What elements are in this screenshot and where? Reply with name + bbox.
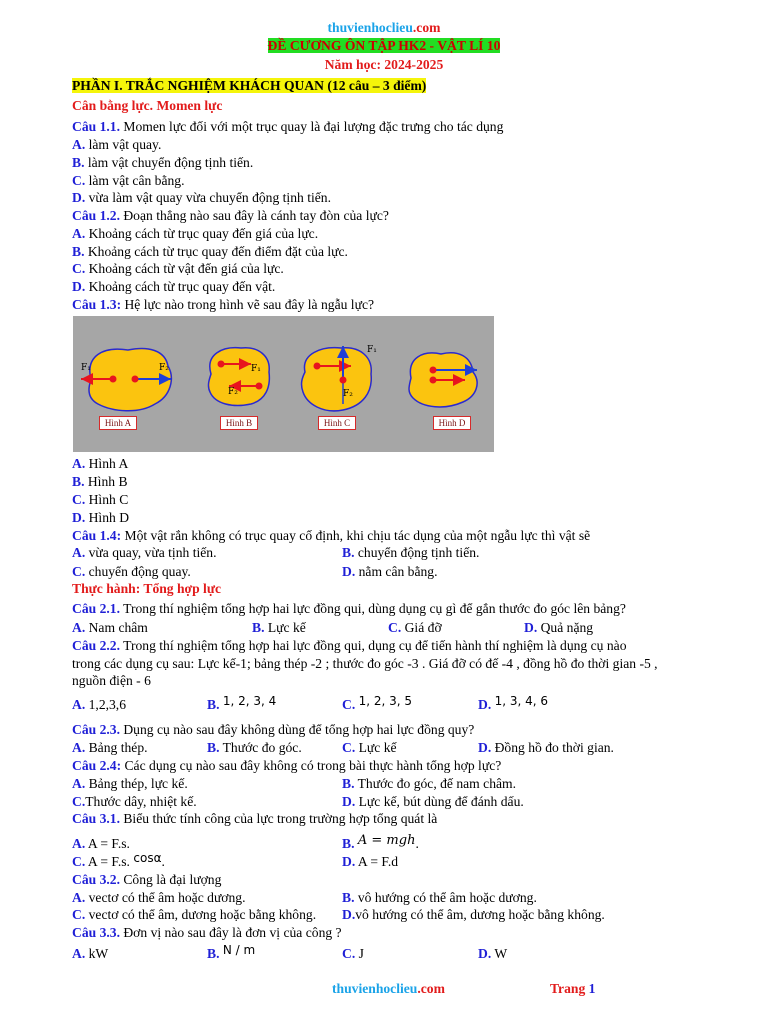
question-text: Đơn vị nào sau đây là đơn vị của công ? [119,925,342,940]
option-c: C. 1, 2, 3, 5 [342,694,413,712]
question-label: Câu 3.1. [72,811,120,826]
figure-label-b: Hình B [220,416,258,430]
option-d: D. Khoảng cách từ trục quay đến vật. [72,279,276,294]
option-b: B. 1, 2, 3, 4 [207,694,277,712]
option-d: D.vô hướng có thể âm, dương hoặc bằng không. [342,907,605,922]
figure-label-a: Hình A [99,416,137,430]
force-diagram-svg [73,316,494,452]
question-label: Câu 2.2. [72,638,120,653]
option-c: C. A = F.s. cosα. [72,851,165,869]
school-year: Năm học: 2024-2025 [324,57,444,72]
option-a: A. Khoảng cách từ trục quay đến giá của lực. [72,226,319,241]
question-text: Dụng cụ nào sau đây không dùng để tổng hợp hai lực đồng quy? [119,722,475,737]
topic-heading-2: Thực hành: Tổng hợp lực [72,581,222,596]
option-b: B. Thước đo góc. [207,740,302,755]
option-d: D. Đồng hồ đo thời gian. [478,740,614,755]
option-d: D. W [478,946,508,961]
option-b: B. Hình B [72,474,128,489]
force-label-f1: F₁ [81,363,91,373]
option-a: A. vừa quay, vừa tịnh tiến. [72,545,217,560]
option-a: A. A = F.s. [72,836,130,851]
force-diagram-figure [73,316,494,452]
force-label-f2: F₂ [159,363,169,373]
svg-text:F₁: F₁ [367,345,377,355]
option-c: C. Giá đỡ [388,620,442,635]
option-d: D. vừa làm vật quay vừa chuyển động tịnh tiến. [72,190,331,205]
svg-text:F₂: F₂ [343,389,353,399]
figure-label-d: Hình D [433,416,471,430]
option-c: C. Khoảng cách từ vật đến giá của lực. [72,261,284,276]
option-a: A. Hình A [72,456,129,471]
question-2-2 [72,637,627,654]
question-label: Câu 2.1. [72,601,120,616]
option-d: D. Hình D [72,510,130,525]
option-d: D. A = F.d [342,854,399,869]
option-b: B. Thước đo góc, đế nam châm. [342,776,516,791]
section-text: PHẦN I. TRẮC NGHIỆM KHÁCH QUAN (12 câu – 3 điểm) [72,78,427,93]
figure-c [302,345,377,411]
option-a: A. làm vật quay. [72,137,162,152]
question-3-3 [72,924,342,941]
option-c: C. chuyển động quay. [72,564,191,579]
section-heading [72,77,426,94]
option-a: A. kW [72,946,109,961]
svg-text:F₂: F₂ [228,387,238,397]
question-2-4 [72,757,501,774]
option-c: C. làm vật cân bằng. [72,173,185,188]
option-c: C. Hình C [72,492,129,507]
title-text: ĐỀ CƯƠNG ÔN TẬP HK2 - VẬT LÍ 10 [267,38,501,53]
option-a: A. vectơ có thể âm hoặc dương. [72,890,246,905]
option-b: B. A = mgh. [342,833,419,851]
question-text: Momen lực đối với một trục quay là đại lượng đặc trưng cho tác dụng [119,119,504,134]
option-a: A. Nam châm [72,620,148,635]
option-b: B. Lực kế [252,620,306,635]
option-c: C. J [342,946,364,961]
option-b: B. chuyển động tịnh tiến. [342,545,480,560]
footer-page-number: Trang 1 [550,981,596,996]
question-text: Công là đại lượng [119,872,222,887]
option-d: D. nằm cân bằng. [342,564,438,579]
option-c: C.Thước dây, nhiệt kế. [72,794,197,809]
option-a: A. 1,2,3,6 [72,697,126,712]
question-text: Một vật rắn không có trục quay cố định, khi chịu tác dụng của một ngẫu lực thì vật sẽ [121,528,591,543]
svg-text:F₁: F₁ [251,364,261,374]
question-label: Câu 3.2. [72,872,120,887]
question-2-1 [72,600,626,617]
document-title [0,37,768,54]
topic-heading-1: Cân bằng lực. Momen lực [72,98,223,113]
option-a: A. Bảng thép, lực kế. [72,776,188,791]
question-label: Câu 1.4: [72,528,122,543]
figure-d [409,353,477,407]
figure-label-c: Hình C [318,416,356,430]
question-1-4 [72,527,590,544]
question-1-3 [72,296,374,313]
question-label: Câu 1.2. [72,208,120,223]
option-c: C. vectơ có thể âm, dương hoặc bằng không. [72,907,317,922]
question-text: Đoạn thẳng nào sau đây là cánh tay đòn của lực? [119,208,389,223]
question-text: Hệ lực nào trong hình vẽ sau đây là ngẫu lực? [121,297,375,312]
question-3-1 [72,810,437,827]
option-d: D. Lực kế, bút dùng để đánh dấu. [342,794,524,809]
question-2-3 [72,721,474,738]
question-label: Câu 2.4: [72,758,122,773]
option-b: B. vô hướng có thể âm hoặc dương. [342,890,537,905]
question-2-2-line3: nguồn điện - 6 [72,673,151,688]
option-c: C. Lực kế [342,740,397,755]
option-b: B. N / m [207,943,256,961]
question-label: Câu 2.3. [72,722,120,737]
question-text: Các dụng cụ nào sau đây không có trong bài thực hành tổng hợp lực? [121,758,502,773]
option-b: B. làm vật chuyển động tịnh tiến. [72,155,254,170]
question-text: Trong thí nghiệm tổng hợp hai lực đồng qui, dụng cụ để tiến hành thí nghiệm là dụng cụ nào [119,638,627,653]
header-site[interactable] [0,19,768,36]
figure-a [81,349,171,411]
question-label: Câu 3.3. [72,925,120,940]
option-a: A. Bảng thép. [72,740,148,755]
question-1-2 [72,207,389,224]
question-1-1 [72,118,503,135]
question-3-2 [72,871,221,888]
question-label: Câu 1.3: [72,297,122,312]
question-label: Câu 1.1. [72,119,120,134]
footer-site[interactable]: thuvienhoclieu.com [332,981,445,996]
question-text: Biểu thức tính công của lực trong trường hợp tổng quát là [119,811,438,826]
figure-b [208,348,269,406]
option-b: B. Khoảng cách từ trục quay đến điểm đặt của lực. [72,244,348,259]
question-text: Trong thí nghiệm tổng hợp hai lực đồng qui, dùng dụng cụ gì để gắn thước đo góc lên bảng? [119,601,626,616]
question-2-2-line2: trong các dụng cụ sau: Lực kế-1; bảng thép -2 ; thước đo góc -3 . Giá đỡ có đế -4 , đồng hồ đo thời gian -5 , [72,656,658,671]
option-d: D. Quả nặng [524,620,594,635]
site-name: thuvienhoclieu [327,20,413,35]
option-d: D. 1, 3, 4, 6 [478,694,549,712]
site-domain: .com [412,20,441,35]
